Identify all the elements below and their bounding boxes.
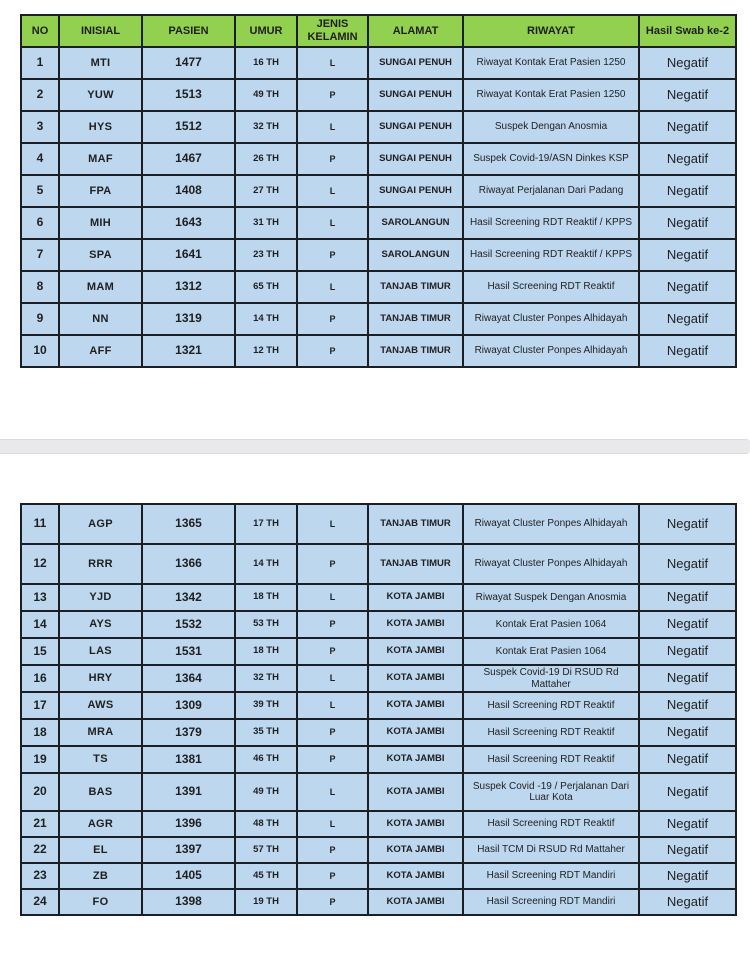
cell-inisial: MTI [59,47,142,79]
cell-jenis_kelamin: P [297,719,368,746]
cell-riwayat: Riwayat Cluster Ponpes Alhidayah [463,335,639,367]
cell-umur: 16 TH [235,47,297,79]
results-page-2 [20,503,737,916]
table-row [21,47,736,79]
cell-jenis_kelamin: L [297,811,368,837]
cell-riwayat: Hasil Screening RDT Reaktif / KPPS [463,207,639,239]
cell-alamat: KOTA JAMBI [368,638,463,665]
cell-inisial: AWS [59,692,142,719]
cell-umur: 48 TH [235,811,297,837]
cell-no: 3 [21,111,59,143]
cell-jenis_kelamin: P [297,303,368,335]
cell-inisial: RRR [59,544,142,584]
cell-pasien: 1643 [142,207,235,239]
cell-no: 2 [21,79,59,111]
cell-umur: 31 TH [235,207,297,239]
cell-umur: 53 TH [235,611,297,638]
cell-alamat: KOTA JAMBI [368,719,463,746]
cell-alamat: TANJAB TIMUR [368,544,463,584]
cell-no: 19 [21,746,59,773]
cell-umur: 18 TH [235,638,297,665]
cell-umur: 65 TH [235,271,297,303]
cell-pasien: 1467 [142,143,235,175]
cell-pasien: 1312 [142,271,235,303]
cell-riwayat: Hasil Screening RDT Reaktif [463,692,639,719]
cell-pasien: 1309 [142,692,235,719]
cell-jenis_kelamin: L [297,175,368,207]
table-row [21,746,736,773]
cell-riwayat: Suspek Covid-19/ASN Dinkes KSP [463,143,639,175]
cell-no: 17 [21,692,59,719]
cell-pasien: 1364 [142,665,235,692]
cell-inisial: FPA [59,175,142,207]
cell-jenis_kelamin: P [297,863,368,889]
cell-riwayat: Riwayat Cluster Ponpes Alhidayah [463,544,639,584]
column-header-riwayat: RIWAYAT [463,15,639,47]
cell-hasil_swab_ke_2: Negatif [639,611,736,638]
cell-pasien: 1641 [142,239,235,271]
cell-pasien: 1396 [142,811,235,837]
cell-no: 23 [21,863,59,889]
cell-jenis_kelamin: P [297,837,368,863]
cell-no: 15 [21,638,59,665]
cell-umur: 12 TH [235,335,297,367]
table-row [21,584,736,611]
table-row [21,239,736,271]
cell-pasien: 1512 [142,111,235,143]
cell-pasien: 1379 [142,719,235,746]
cell-jenis_kelamin: L [297,504,368,544]
cell-inisial: MAF [59,143,142,175]
table-row [21,207,736,239]
table-row [21,111,736,143]
cell-alamat: KOTA JAMBI [368,611,463,638]
cell-jenis_kelamin: P [297,544,368,584]
cell-no: 7 [21,239,59,271]
cell-hasil_swab_ke_2: Negatif [639,889,736,915]
cell-alamat: KOTA JAMBI [368,746,463,773]
cell-no: 4 [21,143,59,175]
cell-jenis_kelamin: P [297,611,368,638]
cell-no: 10 [21,335,59,367]
page-separator [0,439,750,454]
cell-umur: 45 TH [235,863,297,889]
cell-riwayat: Riwayat Kontak Erat Pasien 1250 [463,79,639,111]
cell-inisial: EL [59,837,142,863]
cell-hasil_swab_ke_2: Negatif [639,207,736,239]
cell-inisial: MAM [59,271,142,303]
cell-no: 11 [21,504,59,544]
cell-jenis_kelamin: P [297,638,368,665]
cell-alamat: KOTA JAMBI [368,692,463,719]
cell-no: 16 [21,665,59,692]
cell-riwayat: Hasil Screening RDT Reaktif [463,811,639,837]
cell-no: 13 [21,584,59,611]
cell-inisial: MRA [59,719,142,746]
cell-jenis_kelamin: L [297,692,368,719]
table-row [21,811,736,837]
cell-umur: 49 TH [235,79,297,111]
cell-inisial: NN [59,303,142,335]
cell-alamat: SUNGAI PENUH [368,143,463,175]
cell-umur: 35 TH [235,719,297,746]
table-row [21,271,736,303]
cell-no: 18 [21,719,59,746]
cell-pasien: 1532 [142,611,235,638]
cell-riwayat: Hasil TCM Di RSUD Rd Mattaher [463,837,639,863]
cell-no: 12 [21,544,59,584]
cell-no: 22 [21,837,59,863]
cell-alamat: TANJAB TIMUR [368,504,463,544]
cell-riwayat: Hasil Screening RDT Mandiri [463,889,639,915]
cell-no: 20 [21,773,59,811]
cell-hasil_swab_ke_2: Negatif [639,719,736,746]
table-header-row [21,15,736,47]
cell-riwayat: Suspek Dengan Anosmia [463,111,639,143]
cell-riwayat: Riwayat Perjalanan Dari Padang [463,175,639,207]
cell-inisial: ZB [59,863,142,889]
cell-pasien: 1365 [142,504,235,544]
cell-hasil_swab_ke_2: Negatif [639,773,736,811]
cell-umur: 39 TH [235,692,297,719]
cell-pasien: 1397 [142,837,235,863]
table-row [21,837,736,863]
cell-inisial: SPA [59,239,142,271]
cell-riwayat: Kontak Erat Pasien 1064 [463,638,639,665]
cell-inisial: FO [59,889,142,915]
cell-alamat: SUNGAI PENUH [368,175,463,207]
cell-riwayat: Kontak Erat Pasien 1064 [463,611,639,638]
cell-inisial: YUW [59,79,142,111]
cell-hasil_swab_ke_2: Negatif [639,47,736,79]
table-row [21,143,736,175]
cell-alamat: SUNGAI PENUH [368,47,463,79]
cell-riwayat: Suspek Covid -19 / Perjalanan Dari Luar Kota [463,773,639,811]
swab-results-table-page-2 [20,503,737,916]
cell-jenis_kelamin: L [297,207,368,239]
cell-umur: 57 TH [235,837,297,863]
cell-umur: 17 TH [235,504,297,544]
table-row [21,611,736,638]
column-header-pasien: PASIEN [142,15,235,47]
cell-jenis_kelamin: P [297,239,368,271]
cell-hasil_swab_ke_2: Negatif [639,239,736,271]
cell-alamat: SAROLANGUN [368,239,463,271]
cell-no: 5 [21,175,59,207]
cell-alamat: SUNGAI PENUH [368,79,463,111]
cell-alamat: KOTA JAMBI [368,665,463,692]
cell-hasil_swab_ke_2: Negatif [639,584,736,611]
table-row [21,863,736,889]
column-header-inisial: INISIAL [59,15,142,47]
cell-inisial: AGP [59,504,142,544]
cell-umur: 32 TH [235,665,297,692]
cell-hasil_swab_ke_2: Negatif [639,79,736,111]
cell-riwayat: Hasil Screening RDT Mandiri [463,863,639,889]
cell-umur: 19 TH [235,889,297,915]
cell-riwayat: Hasil Screening RDT Reaktif / KPPS [463,239,639,271]
cell-hasil_swab_ke_2: Negatif [639,837,736,863]
cell-umur: 18 TH [235,584,297,611]
cell-pasien: 1405 [142,863,235,889]
cell-pasien: 1391 [142,773,235,811]
cell-alamat: SAROLANGUN [368,207,463,239]
cell-inisial: TS [59,746,142,773]
column-header-no: NO [21,15,59,47]
cell-pasien: 1531 [142,638,235,665]
cell-alamat: KOTA JAMBI [368,837,463,863]
cell-alamat: KOTA JAMBI [368,889,463,915]
cell-jenis_kelamin: P [297,746,368,773]
column-header-jenis_kelamin: JENIS KELAMIN [297,15,368,47]
cell-hasil_swab_ke_2: Negatif [639,665,736,692]
cell-pasien: 1398 [142,889,235,915]
cell-no: 21 [21,811,59,837]
swab-results-table-page-1 [20,14,737,368]
cell-jenis_kelamin: P [297,335,368,367]
table-row [21,665,736,692]
cell-jenis_kelamin: L [297,773,368,811]
table-row [21,889,736,915]
cell-no: 6 [21,207,59,239]
cell-jenis_kelamin: L [297,665,368,692]
cell-inisial: AGR [59,811,142,837]
cell-hasil_swab_ke_2: Negatif [639,335,736,367]
cell-riwayat: Riwayat Cluster Ponpes Alhidayah [463,504,639,544]
cell-alamat: KOTA JAMBI [368,811,463,837]
column-header-hasil_swab_ke_2: Hasil Swab ke-2 [639,15,736,47]
cell-hasil_swab_ke_2: Negatif [639,271,736,303]
cell-jenis_kelamin: P [297,889,368,915]
cell-inisial: MIH [59,207,142,239]
cell-pasien: 1319 [142,303,235,335]
cell-pasien: 1366 [142,544,235,584]
cell-pasien: 1321 [142,335,235,367]
cell-pasien: 1342 [142,584,235,611]
cell-riwayat: Riwayat Kontak Erat Pasien 1250 [463,47,639,79]
cell-no: 8 [21,271,59,303]
table-row [21,504,736,544]
cell-inisial: YJD [59,584,142,611]
cell-riwayat: Hasil Screening RDT Reaktif [463,719,639,746]
table-row [21,175,736,207]
cell-jenis_kelamin: L [297,47,368,79]
cell-alamat: KOTA JAMBI [368,863,463,889]
cell-hasil_swab_ke_2: Negatif [639,746,736,773]
column-header-alamat: ALAMAT [368,15,463,47]
cell-hasil_swab_ke_2: Negatif [639,111,736,143]
cell-pasien: 1477 [142,47,235,79]
cell-inisial: HRY [59,665,142,692]
cell-riwayat: Hasil Screening RDT Reaktif [463,746,639,773]
table-row [21,303,736,335]
cell-jenis_kelamin: L [297,111,368,143]
cell-inisial: LAS [59,638,142,665]
cell-hasil_swab_ke_2: Negatif [639,175,736,207]
table-row [21,638,736,665]
cell-jenis_kelamin: P [297,143,368,175]
cell-hasil_swab_ke_2: Negatif [639,863,736,889]
cell-umur: 23 TH [235,239,297,271]
cell-umur: 26 TH [235,143,297,175]
cell-riwayat: Hasil Screening RDT Reaktif [463,271,639,303]
cell-alamat: KOTA JAMBI [368,584,463,611]
cell-jenis_kelamin: L [297,584,368,611]
table-row [21,79,736,111]
cell-no: 14 [21,611,59,638]
table-row [21,544,736,584]
cell-umur: 49 TH [235,773,297,811]
cell-no: 1 [21,47,59,79]
cell-inisial: HYS [59,111,142,143]
cell-alamat: TANJAB TIMUR [368,271,463,303]
cell-hasil_swab_ke_2: Negatif [639,811,736,837]
cell-umur: 46 TH [235,746,297,773]
cell-alamat: TANJAB TIMUR [368,303,463,335]
cell-umur: 14 TH [235,544,297,584]
cell-pasien: 1513 [142,79,235,111]
cell-pasien: 1381 [142,746,235,773]
cell-alamat: SUNGAI PENUH [368,111,463,143]
cell-no: 9 [21,303,59,335]
cell-umur: 27 TH [235,175,297,207]
cell-riwayat: Riwayat Suspek Dengan Anosmia [463,584,639,611]
cell-jenis_kelamin: P [297,79,368,111]
table-row [21,335,736,367]
cell-riwayat: Riwayat Cluster Ponpes Alhidayah [463,303,639,335]
table-row [21,692,736,719]
cell-hasil_swab_ke_2: Negatif [639,638,736,665]
cell-alamat: KOTA JAMBI [368,773,463,811]
cell-umur: 14 TH [235,303,297,335]
cell-umur: 32 TH [235,111,297,143]
cell-inisial: BAS [59,773,142,811]
cell-inisial: AFF [59,335,142,367]
cell-jenis_kelamin: L [297,271,368,303]
table-row [21,773,736,811]
table-row [21,719,736,746]
cell-no: 24 [21,889,59,915]
column-header-umur: UMUR [235,15,297,47]
results-page-1 [20,14,737,368]
cell-hasil_swab_ke_2: Negatif [639,303,736,335]
cell-hasil_swab_ke_2: Negatif [639,143,736,175]
cell-riwayat: Suspek Covid-19 Di RSUD Rd Mattaher [463,665,639,692]
cell-alamat: TANJAB TIMUR [368,335,463,367]
cell-inisial: AYS [59,611,142,638]
cell-hasil_swab_ke_2: Negatif [639,544,736,584]
cell-hasil_swab_ke_2: Negatif [639,504,736,544]
cell-pasien: 1408 [142,175,235,207]
cell-hasil_swab_ke_2: Negatif [639,692,736,719]
